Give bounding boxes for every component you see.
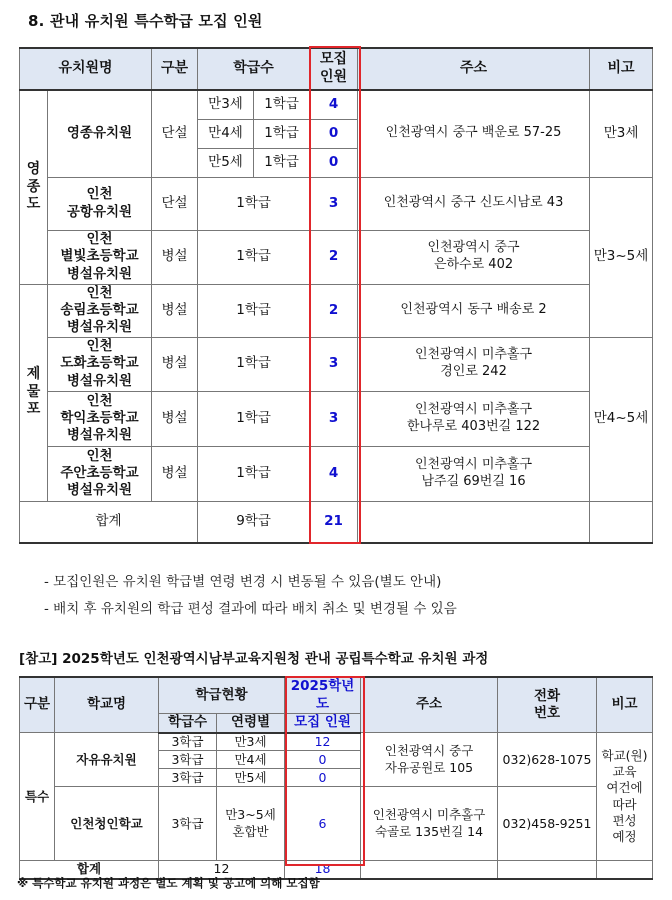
table-row (20, 337, 653, 391)
kindergarten-type: 단설 (152, 90, 198, 177)
header-recruit-count: 모집 인원 (285, 714, 361, 733)
header-phone: 전화 번호 (498, 677, 597, 733)
empty-cell (590, 501, 653, 543)
address: 인천광역시 미추홀구 숙골로 135번길 14 (361, 787, 498, 861)
empty-cell (498, 861, 597, 879)
age-group: 만5세 (198, 148, 254, 177)
recruit-count: 3 (310, 391, 358, 446)
school-name: 인천청인학교 (55, 787, 159, 861)
header-type: 구분 (20, 677, 55, 733)
kindergarten-name: 인천 도화초등학교 병설유치원 (48, 337, 152, 391)
total-recruit: 18 (285, 861, 361, 879)
class-count: 1학급 (198, 446, 310, 501)
address: 인천광역시 동구 배송로 2 (358, 284, 590, 337)
header-type: 구분 (152, 48, 198, 90)
age-group: 만3~5세 혼합반 (217, 787, 285, 861)
address: 인천광역시 중구 은하수로 402 (358, 230, 590, 284)
class-count: 1학급 (198, 230, 310, 284)
total-row (20, 501, 653, 543)
class-count: 1학급 (198, 284, 310, 337)
remarks: 만4~5세 (590, 337, 653, 501)
recruit-count: 3 (310, 337, 358, 391)
kindergarten-type: 병설 (152, 337, 198, 391)
class-count: 3학급 (159, 787, 217, 861)
table-row (20, 177, 653, 230)
note-2: - 배치 후 유치원의 학급 편성 결과에 따라 배치 취소 및 변경될 수 있음 (44, 601, 457, 617)
note-1: - 모집인원은 유치원 학급별 연령 변경 시 변동될 수 있음(별도 안내) (44, 574, 442, 590)
total-label: 합계 (20, 501, 198, 543)
recruit-count: 3 (310, 177, 358, 230)
table-row (20, 733, 653, 751)
header-class-count: 학급수 (159, 714, 217, 733)
table-row (20, 90, 653, 119)
recruit-count: 4 (310, 446, 358, 501)
header-remarks: 비고 (597, 677, 653, 733)
kindergarten-type: 병설 (152, 391, 198, 446)
address: 인천광역시 중구 자유공원로 105 (361, 733, 498, 787)
remarks: 만3~5세 (590, 177, 653, 337)
empty-cell (361, 861, 498, 879)
category: 특수 (20, 733, 55, 861)
empty-cell (358, 501, 590, 543)
recruit-count: 4 (310, 90, 358, 119)
header-class-status: 학급현황 (159, 677, 285, 714)
phone: 032)458-9251 (498, 787, 597, 861)
table-row (20, 391, 653, 446)
recruit-count: 0 (285, 769, 361, 787)
total-recruit: 21 (310, 501, 358, 543)
header-remarks: 비고 (590, 48, 653, 90)
table-row (20, 230, 653, 284)
class-count: 3학급 (159, 769, 217, 787)
table2-header-row (20, 677, 653, 714)
kindergarten-type: 병설 (152, 230, 198, 284)
header-recruit: 모집 인원 (310, 48, 358, 90)
age-group: 만4세 (217, 751, 285, 769)
school-name: 자유유치원 (55, 733, 159, 787)
header-kindergarten: 유치원명 (20, 48, 152, 90)
kindergarten-name: 인천 별빛초등학교 병설유치원 (48, 230, 152, 284)
kindergarten-name: 인천 송림초등학교 병설유치원 (48, 284, 152, 337)
kindergarten-name: 영종유치원 (48, 90, 152, 177)
kindergarten-name: 인천 공항유치원 (48, 177, 152, 230)
recruit-count: 2 (310, 284, 358, 337)
header-recruit-year: 2025학년도 (285, 677, 361, 714)
class-count: 1학급 (254, 90, 310, 119)
total-label: 합계 (20, 861, 159, 879)
phone: 032)628-1075 (498, 733, 597, 787)
recruit-count: 12 (285, 733, 361, 751)
class-count: 1학급 (254, 148, 310, 177)
reference-title: [참고] 2025학년도 인천광역시남부교육지원청 관내 공립특수학교 유치원 과정 (19, 651, 489, 667)
recruit-count: 0 (285, 751, 361, 769)
recruit-count: 0 (310, 148, 358, 177)
special-school-table (19, 676, 653, 880)
region-yeongjong: 영 종 도 (20, 90, 48, 284)
kindergarten-recruitment-table (19, 47, 653, 544)
empty-cell (597, 861, 653, 879)
class-count: 1학급 (198, 391, 310, 446)
region-jemulpo: 제 물 포 (20, 284, 48, 501)
kindergarten-type: 병설 (152, 284, 198, 337)
recruit-count: 6 (285, 787, 361, 861)
header-school: 학교명 (55, 677, 159, 733)
header-address: 주소 (361, 677, 498, 733)
kindergarten-name: 인천 주안초등학교 병설유치원 (48, 446, 152, 501)
class-count: 3학급 (159, 733, 217, 751)
age-group: 만3세 (198, 90, 254, 119)
total-classes: 9학급 (198, 501, 310, 543)
section-title: 8. 관내 유치원 특수학급 모집 인원 (28, 12, 263, 30)
class-count: 1학급 (254, 119, 310, 148)
address: 인천광역시 중구 신도시남로 43 (358, 177, 590, 230)
table-row (20, 787, 653, 861)
age-group: 만4세 (198, 119, 254, 148)
kindergarten-type: 병설 (152, 446, 198, 501)
recruit-count: 2 (310, 230, 358, 284)
class-count: 3학급 (159, 751, 217, 769)
age-group: 만5세 (217, 769, 285, 787)
address: 인천광역시 미추홀구 경인로 242 (358, 337, 590, 391)
header-classes: 학급수 (198, 48, 310, 90)
class-count: 1학급 (198, 177, 310, 230)
table-row (20, 446, 653, 501)
kindergarten-type: 단설 (152, 177, 198, 230)
address: 인천광역시 미추홀구 남주길 69번길 16 (358, 446, 590, 501)
recruit-count: 0 (310, 119, 358, 148)
remarks: 만3세 (590, 90, 653, 177)
address: 인천광역시 중구 백운로 57-25 (358, 90, 590, 177)
address: 인천광역시 미추홀구 한나루로 403번길 122 (358, 391, 590, 446)
header-address: 주소 (358, 48, 590, 90)
footnote: ※ 특수학교 유치원 과정은 별도 계획 및 공고에 의해 모집함 (17, 876, 320, 890)
header-age-group: 연령별 (217, 714, 285, 733)
table-row (20, 284, 653, 337)
kindergarten-name: 인천 학익초등학교 병설유치원 (48, 391, 152, 446)
class-count: 1학급 (198, 337, 310, 391)
table1-header-row (20, 48, 653, 90)
age-group: 만3세 (217, 733, 285, 751)
total-classes: 12 (159, 861, 285, 879)
remarks: 학교(원) 교육 여건에 따라 편성 예정 (597, 733, 653, 861)
